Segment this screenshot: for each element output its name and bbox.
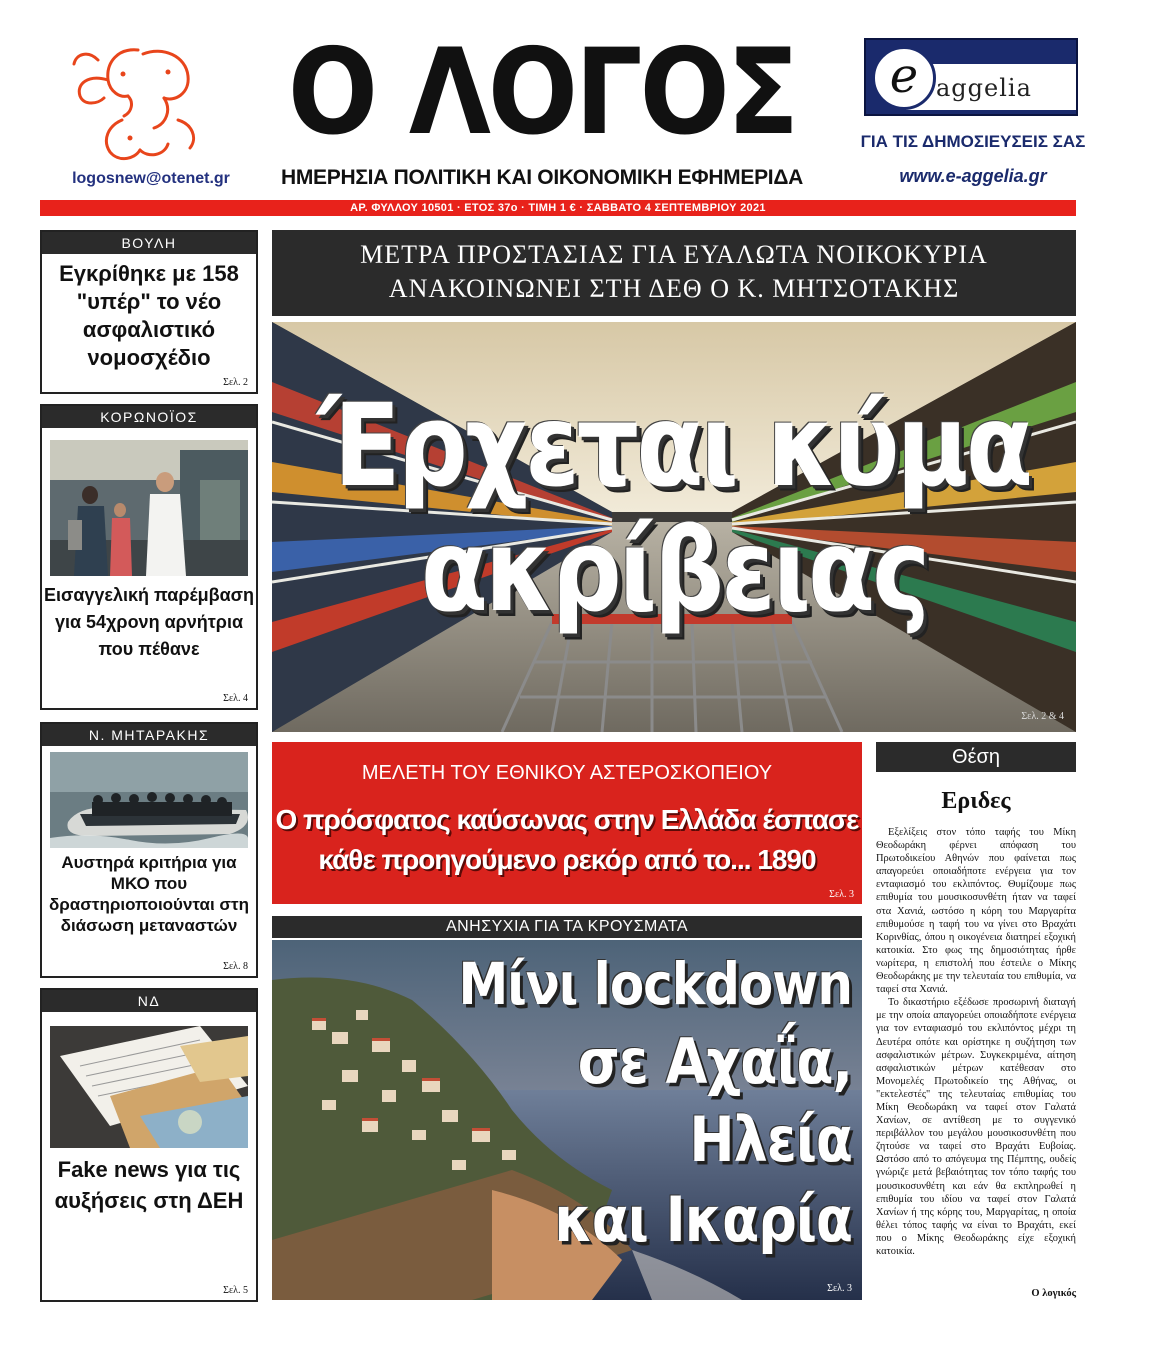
newspaper-title: Ο ΛΟΓΟΣ: [287, 23, 797, 162]
page-reference: Σελ. 2 & 4: [1021, 711, 1064, 722]
sidebar-story-parliament[interactable]: [40, 230, 258, 394]
supermarket-photo[interactable]: [272, 322, 1076, 732]
heatwave-headline-line1: Ο πρόσφατος καύσωνας στην Ελλάδα έσπασε: [275, 804, 859, 835]
page-reference: Σελ. 2: [223, 377, 248, 388]
opinion-body: [876, 826, 1076, 1258]
sidebar-headline: Fake news για τις αυξήσεις στη ΔΕΗ: [54, 1157, 244, 1213]
hospital-photo: [50, 440, 248, 576]
ad-url-link[interactable]: www.e-aggelia.gr: [899, 166, 1047, 186]
sidebar-headline: Εισαγγελική παρέμβαση για 54χρονη αρνήτρια που πέθανε: [44, 585, 254, 659]
heatwave-headline-line2: κάθε προηγούμενο ρεκόρ από το... 1890: [318, 844, 816, 875]
lead-big-line2: ακρίβειας: [420, 505, 928, 639]
lead-headline-line1: ΜΕΤΡΑ ΠΡΟΣΤΑΣΙΑΣ ΓΙΑ ΕΥΑΛΩΤΑ ΝΟΙΚΟΚΥΡΙΑ: [360, 240, 988, 269]
logo-faces-icon: [68, 40, 208, 168]
page-reference: Σελ. 4: [223, 693, 248, 704]
opinion-paragraph: Εξελίξεις στον τόπο ταφής του Μίκη Θεοδωράκη φέρνει απόφαση του Πρωτοδικείου Αθηνών που φαίνεται πως απαγορεύει οποιαδήποτε ενέργεια για τον ενταφιασμό του εκλιπόντος. Θυμίζουμε πως επιθυμία του μουσικοσυνθέτη ήταν να ταφεί στα Χανιά, ωστόσο η κόρη του Μαργαρίτα επιθυμούσε η ταφή του να γίνει στο Βραχάτι Κορινθίας, όπου η οικογένεια διατηρεί εξοχική κατοικία. Στο φως της δημοσιότητας ήρθε νωρίτερα, η επιστολή που έστειλε ο Μίκης Θεοδωράκης με την τελευταία του επιθυμία, να ταφεί στα Χανιά.: [876, 827, 1076, 996]
newspaper-subtitle: ΗΜΕΡΗΣΙΑ ΠΟΛΙΤΙΚΗ ΚΑΙ ΟΙΚΟΝΟΜΙΚΗ ΕΦΗΜΕΡΙΔΑ: [281, 166, 803, 189]
migrant-boat-photo: [50, 752, 248, 848]
sidebar-story-covid[interactable]: [40, 404, 258, 710]
sidebar-kicker: Ν. ΜΗΤΑΡΑΚΗΣ: [42, 724, 256, 746]
ad-tagline: ΓΙΑ ΤΙΣ ΔΗΜΟΣΙΕΥΣΕΙΣ ΣΑΣ: [860, 132, 1086, 151]
opinion-title[interactable]: Εριδες: [941, 788, 1011, 814]
issue-info-bar: ΑΡ. ΦΥΛΛΟΥ 10501 · ΕΤΟΣ 37ο · ΤΙΜΗ 1 € · ΣΑΒΒΑΤΟ 4 ΣΕΠΤΕΜΒΡΙΟΥ 2021: [40, 200, 1076, 216]
sidebar-kicker: ΚΟΡΩΝΟΪΟΣ: [42, 406, 256, 428]
sidebar-story-ngo[interactable]: [40, 722, 258, 978]
euro-bills-photo: [50, 1026, 248, 1148]
e-aggelia-ad[interactable]: [864, 38, 1078, 116]
opinion-header: Θέση: [876, 742, 1076, 772]
page-reference: Σελ. 3: [829, 889, 854, 900]
lockdown-headline-line4: και Ικαρία: [554, 1183, 852, 1257]
ad-logo-name: aggelia: [936, 74, 1032, 102]
contact-email[interactable]: logosnew@otenet.gr: [72, 170, 230, 187]
sidebar-kicker: ΝΔ: [42, 990, 256, 1012]
page-reference: Σελ. 5: [223, 1285, 248, 1296]
lockdown-headline-line1: Μίνι lockdown: [458, 951, 852, 1018]
lead-big-headline: [272, 380, 1076, 639]
lockdown-kicker: ΑΝΗΣΥΧΙΑ ΓΙΑ ΤΑ ΚΡΟΥΣΜΑΤΑ: [272, 916, 862, 938]
opinion-signature: Ο λογικός: [1031, 1288, 1076, 1299]
lockdown-headline-line2: σε Αχαΐα,: [577, 1025, 852, 1099]
heatwave-story[interactable]: [272, 742, 862, 904]
lead-headline[interactable]: [272, 230, 1076, 316]
heatwave-headline: [272, 800, 862, 880]
sidebar-kicker: ΒΟΥΛΗ: [42, 232, 256, 254]
page-reference: Σελ. 8: [223, 961, 248, 972]
lockdown-headline-line3: Ηλεία: [689, 1103, 852, 1177]
lockdown-story[interactable]: [272, 940, 862, 1300]
heatwave-kicker: ΜΕΛΕΤΗ ΤΟΥ ΕΘΝΙΚΟΥ ΑΣΤΕΡΟΣΚΟΠΕΙΟΥ: [361, 762, 773, 784]
sidebar-headline: Εγκρίθηκε με 158 "υπέρ" το νέο ασφαλιστικό νομοσχέδιο: [59, 261, 239, 370]
lead-big-line1: Έρχεται κύμα: [317, 380, 1031, 513]
opinion-paragraph: Το δικαστήριο εξέδωσε προσωρινή διαταγή με την οποία απαγορεύει οποιαδήποτε ενέργεια για τον ενταφιασμό του εκλιπόντος μέχρι τη Δευτέρα οπότε και ορίστηκε η συζήτηση των ασφαλιστικών μέτρων. Συγκεκριμένα, αίτηση ασφαλιστικών μέτρων κατέθεσαν στο Μονομελές Πρωτοδικείο της Αθήνας, οι "εκτελεστές" της τελευταίας επιθυμίας του Μίκη Θεοδωράκη να ταφεί στον Γαλατά Χανίων, σε αντίθεση με το συγγενικό περιβάλλον του μεγάλου μουσικοσυνθέτη που ζητούσε να ταφεί στο Βραχάτι Ευβοίας. Ωστόσο από το απόγευμα της Πέμπτης, ουδείς γνώριζε μετά βεβαιότητας τον τόπο ταφής του μουσικοσυνθέτη και εάν θα εκπληρωθεί η επιθυμία του ιδίου να ταφεί στον Γαλατά Χανίων ή της κόρης του, Μαργαρίτας, η οποία θέλει τόπος ταφής να είναι το Βραχάτι, εκεί που ο Μίκης Θεοδωράκης είχε εξοχική κατοικία.: [876, 997, 1076, 1257]
sidebar-headline: Αυστηρά κριτήρια για ΜΚΟ που δραστηριοποιούνται στη διάσωση μεταναστών: [48, 853, 250, 935]
page-reference: Σελ. 3: [827, 1283, 852, 1294]
sidebar-story-energy[interactable]: [40, 988, 258, 1302]
ad-logo-letter: e: [872, 46, 936, 110]
lead-headline-line2: ΑΝΑΚΟΙΝΩΝΕΙ ΣΤΗ ΔΕΘ Ο Κ. ΜΗΤΣΟΤΑΚΗΣ: [388, 274, 960, 303]
